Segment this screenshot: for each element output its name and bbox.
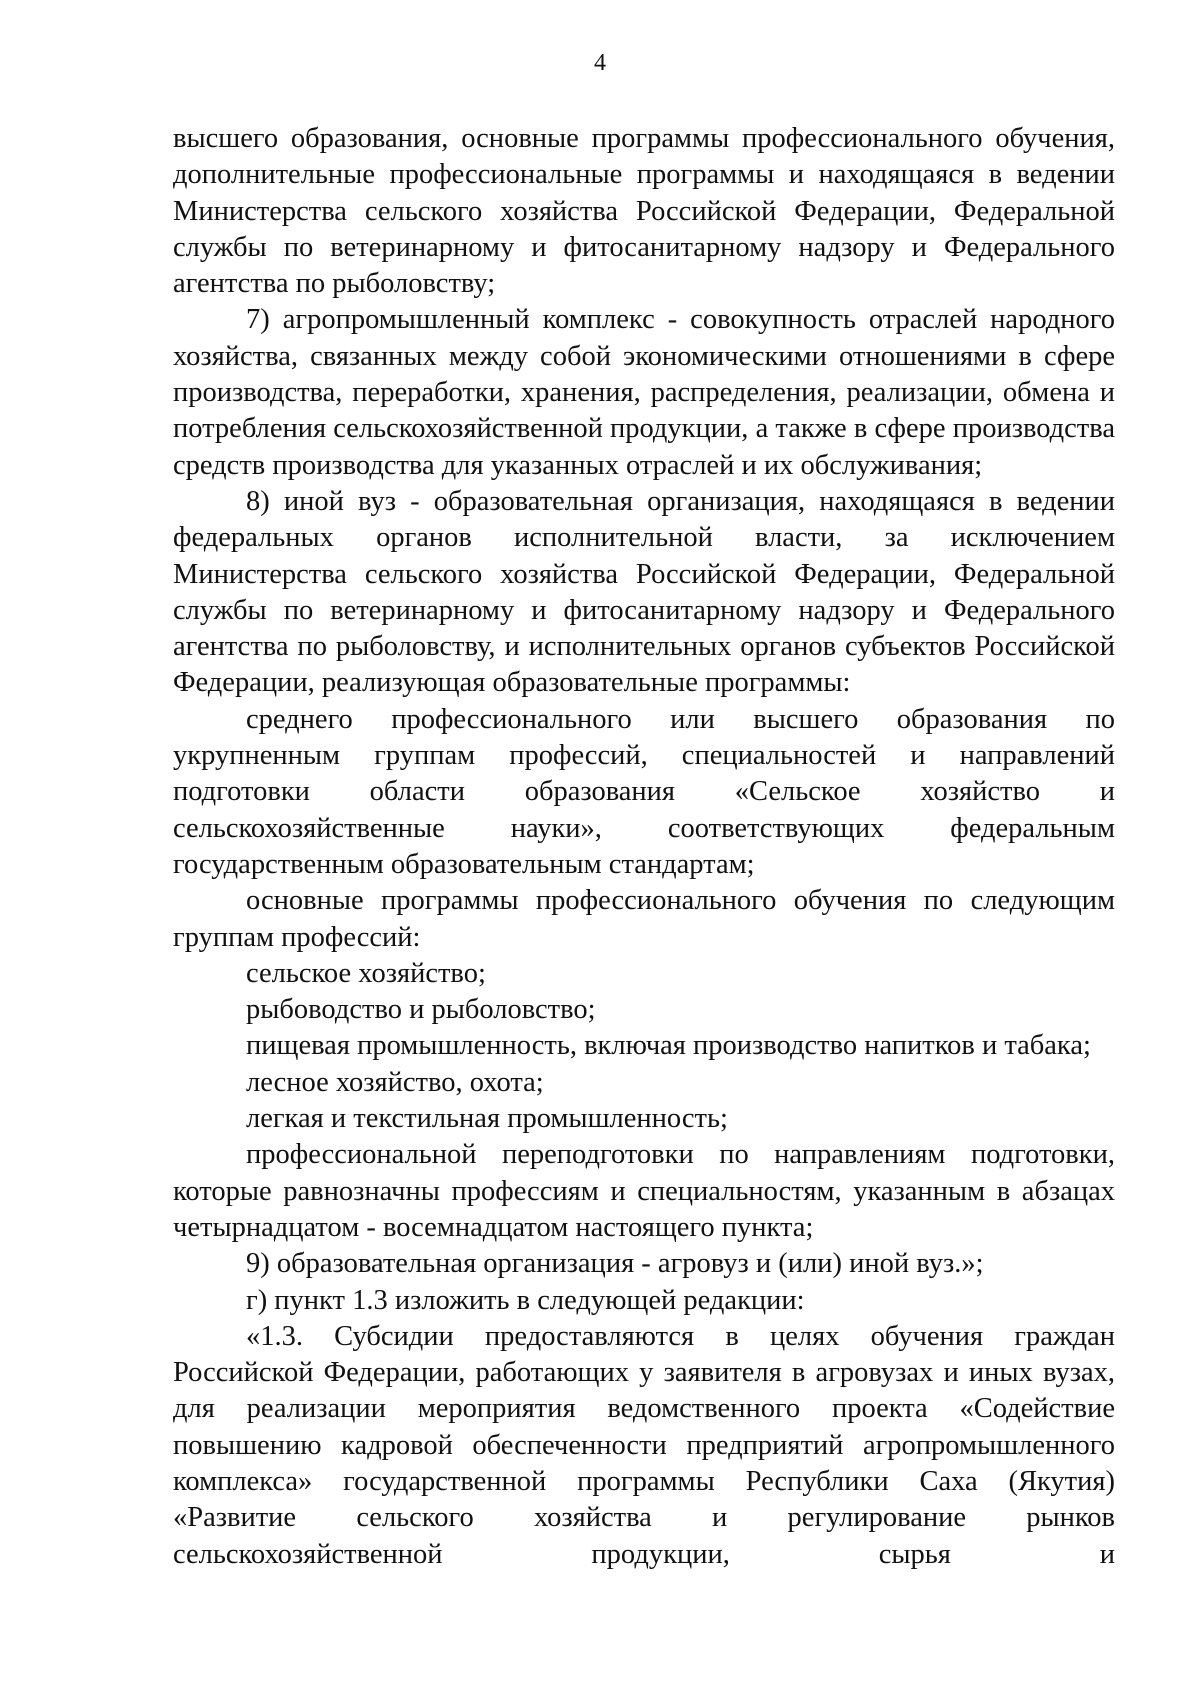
paragraph: 7) агропромышленный комплекс - совокупность отраслей народного хозяйства, связанных между собой экономическими отношениями в сфере производства, переработки, хранения, распределения, реализации, обмена и потребления сельскохозяйственной продукции, а также в сфере производства средств производства для указанных отраслей и их обслуживания; [173, 304, 1115, 481]
paragraph: основные программы профессионального обучения по следующим группам профессий: [173, 885, 1115, 953]
paragraph: высшего образования, основные программы профессионального обучения, дополнительные профессиональные программы и находящаяся в ведении Министерства сельского хозяйства Российской Федерации, Федеральной службы по ветеринарному и фитосанитарному надзору и Федерального агентства по рыболовству; [173, 123, 1115, 300]
paragraph: среднего профессионального или высшего образования по укрупненным группам профессий, специальностей и направлений подготовки области образования «Сельское хозяйство и сельскохозяйственные науки», соответствующих федеральным государственным образовательным стандартам; [173, 703, 1115, 880]
page-number: 4 [594, 50, 606, 76]
paragraph: профессиональной переподготовки по направлениям подготовки, которые равнозначны профессиям и специальностям, указанным в абзацах четырнадцатом - восемнадцатом настоящего пункта; [173, 1139, 1115, 1243]
paragraph: «1.3. Субсидии предоставляются в целях обучения граждан Российской Федерации, работающих у заявителя в агровузах и иных вузах, для реализации мероприятия ведомственного проекта «Содействие повышению кадровой обеспеченности предприятий агропромышленного комплекса» государственной программы Республики Саха (Якутия) «Развитие сельского хозяйства и регулирование рынков сельскохозяйственной продукции, сырья и [173, 1320, 1115, 1570]
paragraph: 9) образовательная организация - агровуз и (или) иной вуз.»; [246, 1248, 984, 1280]
paragraph: 8) иной вуз - образовательная организация, находящаяся в ведении федеральных органов исполнительной власти, за исключением Министерства сельского хозяйства Российской Федерации, Федеральной службы по ветеринарному и фитосанитарному надзору и Федерального агентства по рыболовству, и исполнительных органов субъектов Российской Федерации, реализующая образовательные программы: [173, 485, 1115, 699]
paragraph: легкая и текстильная промышленность; [246, 1103, 728, 1135]
paragraph: рыбоводство и рыболовство; [246, 994, 596, 1026]
paragraph: пищевая промышленность, включая производство напитков и табака; [246, 1030, 1091, 1062]
paragraph: г) пункт 1.3 изложить в следующей редакции: [246, 1284, 805, 1316]
document-body [173, 121, 1115, 1573]
paragraph: лесное хозяйство, охота; [246, 1066, 544, 1098]
paragraph: сельское хозяйство; [246, 957, 486, 989]
